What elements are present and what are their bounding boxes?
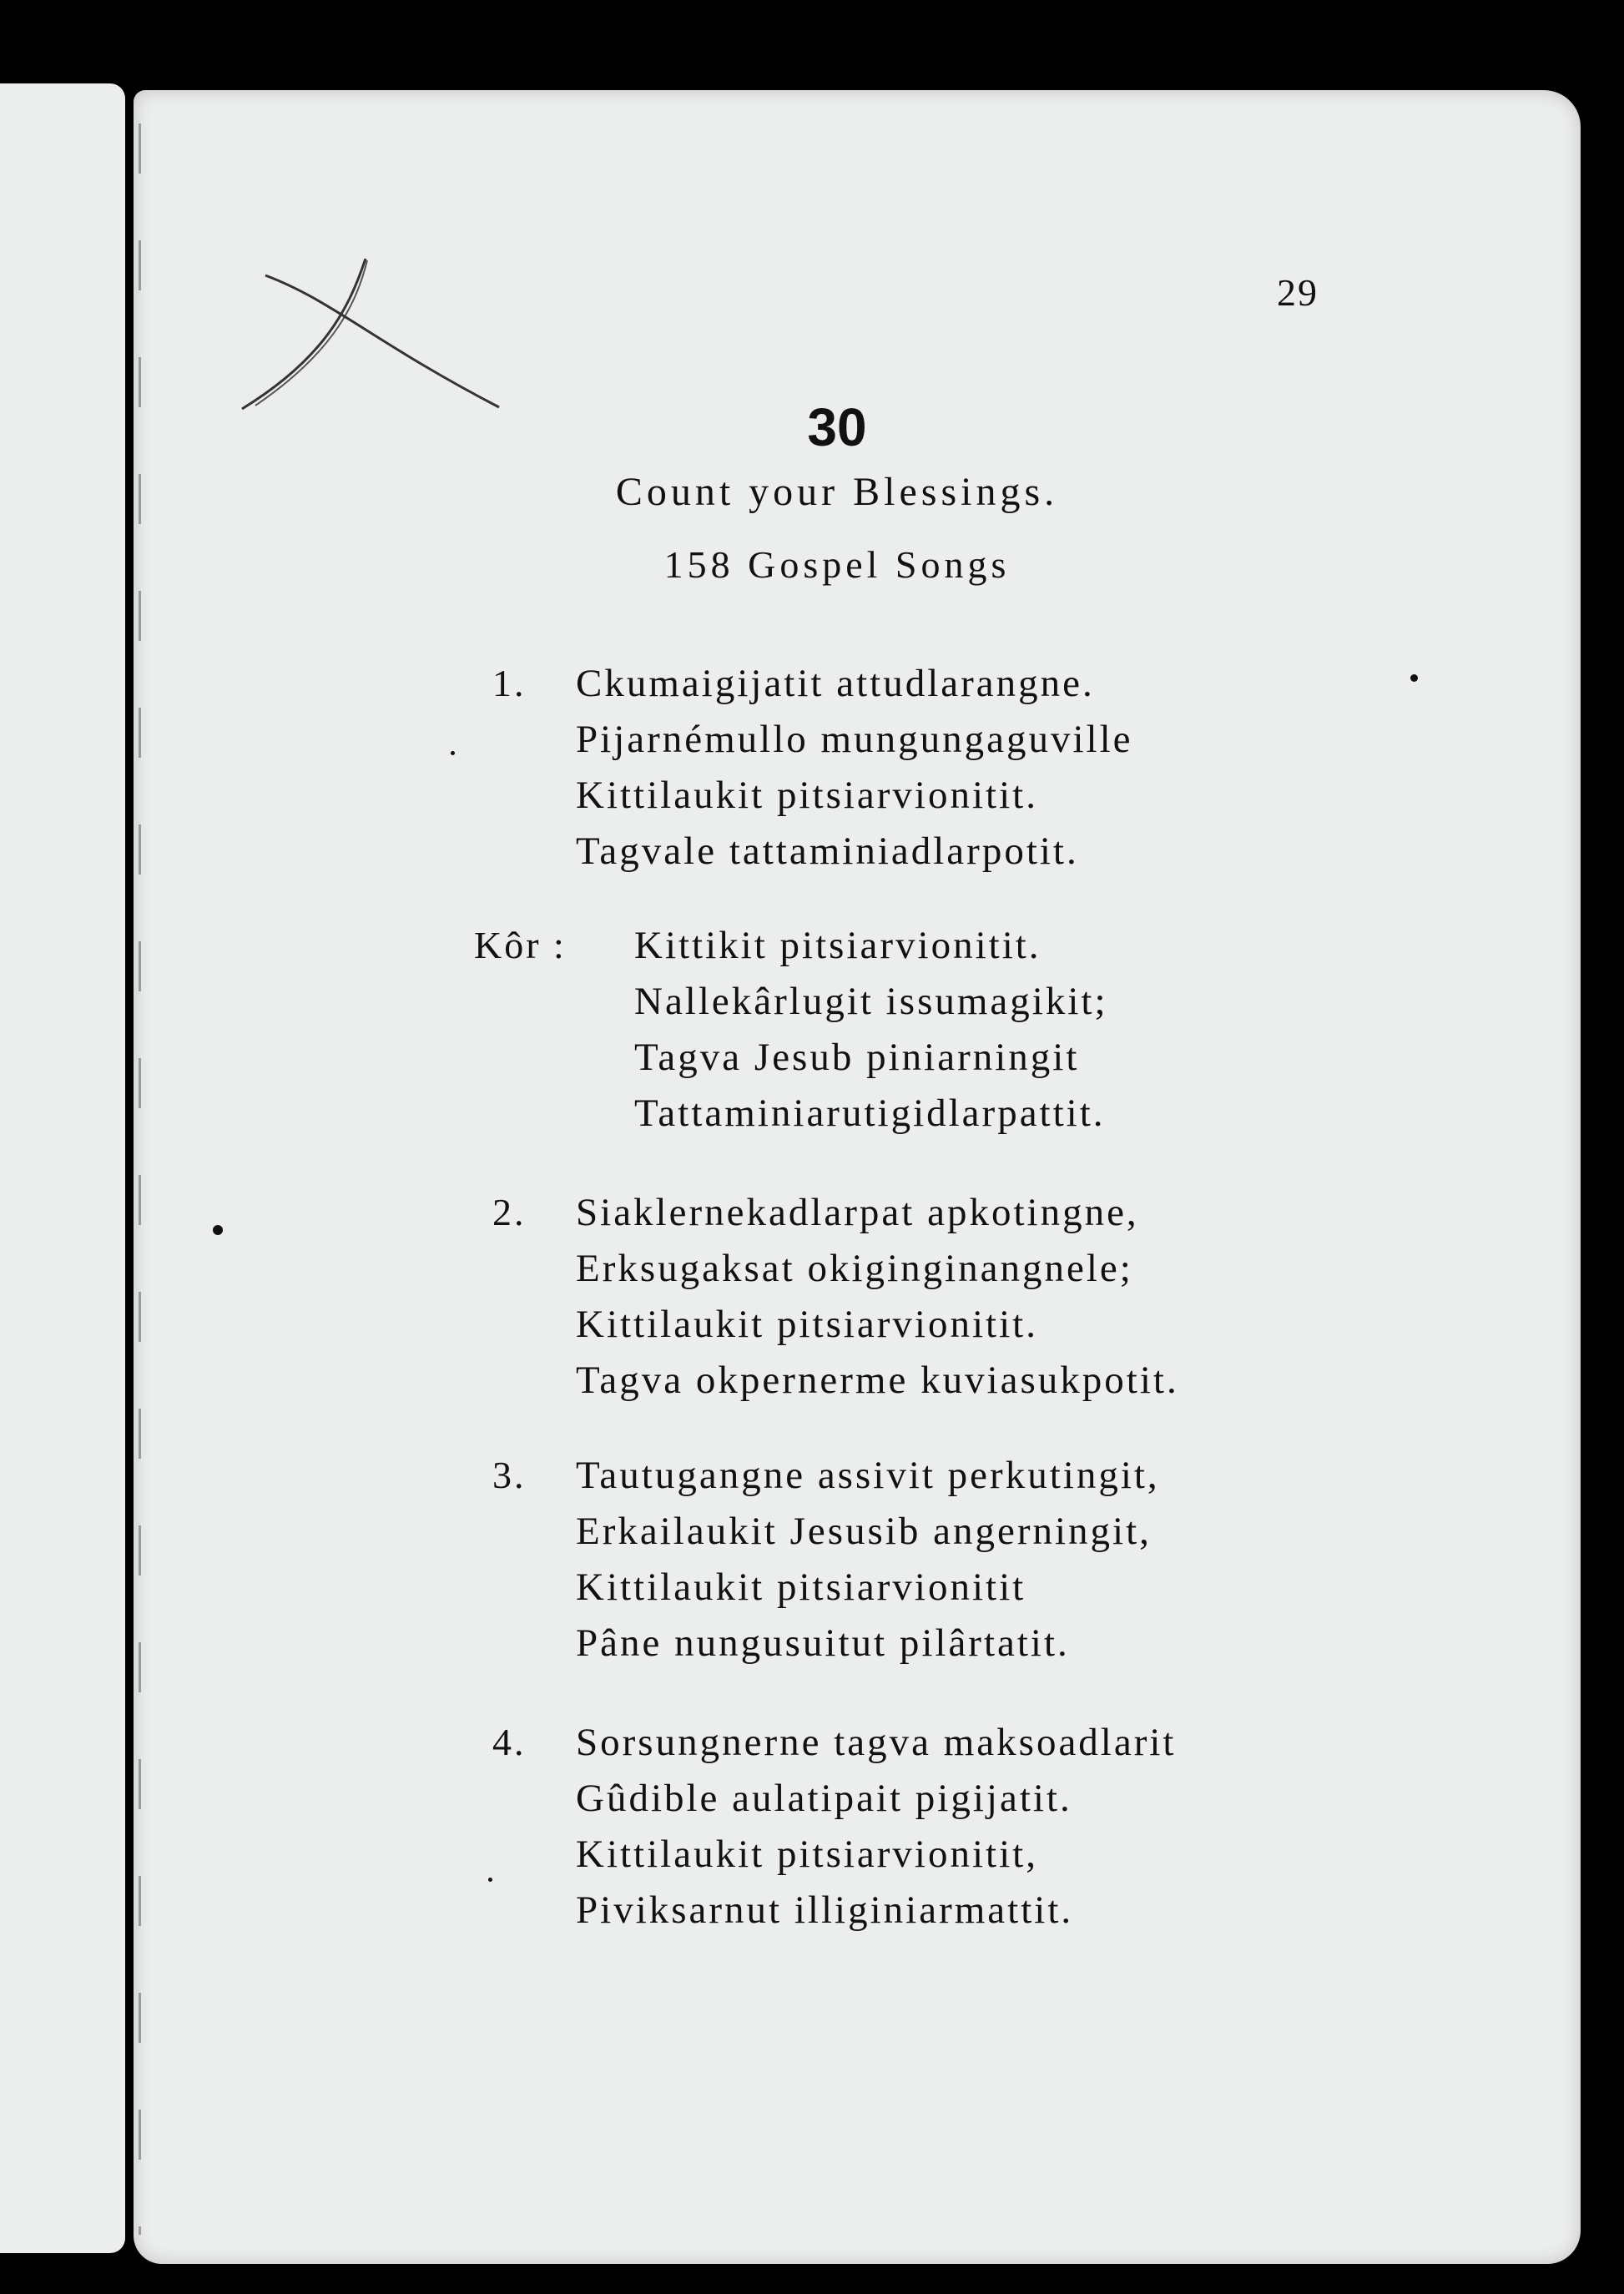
verse-line: Kittikit pitsiarvionitit. — [634, 924, 1041, 967]
verse-line: Tattaminiarutigidlarpattit. — [634, 1092, 1106, 1135]
handwritten-cross-mark — [232, 250, 516, 417]
stanza-lines — [576, 1448, 1160, 1671]
stanza-number: 1. — [492, 662, 527, 704]
verse-line: Kittilaukit pitsiarvionitit — [576, 1565, 1026, 1609]
verse-line: Pâne nungusuitut pilârtatit. — [576, 1621, 1070, 1665]
verse-line: Kittilaukit pitsiarvionitit, — [576, 1833, 1038, 1876]
verse-line: Tagvale tattaminiadlarpotit. — [576, 829, 1079, 873]
verse-line: Tagva okpernerme kuviasukpotit. — [576, 1359, 1179, 1402]
verse-line: Erkailaukit Jesusib angerningit, — [576, 1510, 1152, 1553]
hymn-source: 158 Gospel Songs — [663, 543, 1011, 586]
verse-line: Siaklernekadlarpat apkotingne, — [576, 1191, 1139, 1234]
stanza-lines — [576, 656, 1133, 880]
verse-line: Piviksarnut illiginiarmattit. — [576, 1888, 1074, 1932]
stanza-lines — [634, 918, 1108, 1142]
verse-line: Nallekârlugit issumagikit; — [634, 980, 1108, 1023]
scan-speck — [488, 1878, 492, 1882]
scan-speck — [213, 1225, 223, 1235]
hymn-number: 30 — [807, 397, 867, 457]
stanza-number: 4. — [492, 1721, 527, 1763]
scan-speck — [451, 751, 455, 755]
verse-line: Tagva Jesub piniarningit — [634, 1036, 1080, 1079]
verse-line: Gûdible aulatipait pigijatit. — [576, 1777, 1072, 1820]
stanza-lines — [576, 1715, 1177, 1939]
stanza-number: 2. — [492, 1191, 527, 1233]
verse-line: Sorsungnerne tagva maksoadlarit — [576, 1721, 1177, 1764]
verse-line: Pijarnémullo mungungaguville — [576, 718, 1133, 761]
verse-line: Tautugangne assivit perkutingit, — [576, 1454, 1160, 1497]
stanza-number: 3. — [492, 1454, 527, 1496]
verse-line: Erksugaksat okiginginangnele; — [576, 1247, 1133, 1290]
verse-line: Kittilaukit pitsiarvionitit. — [576, 774, 1038, 817]
stanza-lines — [576, 1185, 1179, 1409]
hymn-title: Count your Blessings. — [615, 470, 1059, 514]
chorus-label: Kôr : — [474, 924, 567, 966]
verse-line: Ckumaigijatit attudlarangne. — [576, 662, 1095, 705]
page-number: 29 — [1277, 271, 1319, 314]
verse-line: Kittilaukit pitsiarvionitit. — [576, 1303, 1038, 1346]
scan-speck — [1410, 674, 1418, 682]
